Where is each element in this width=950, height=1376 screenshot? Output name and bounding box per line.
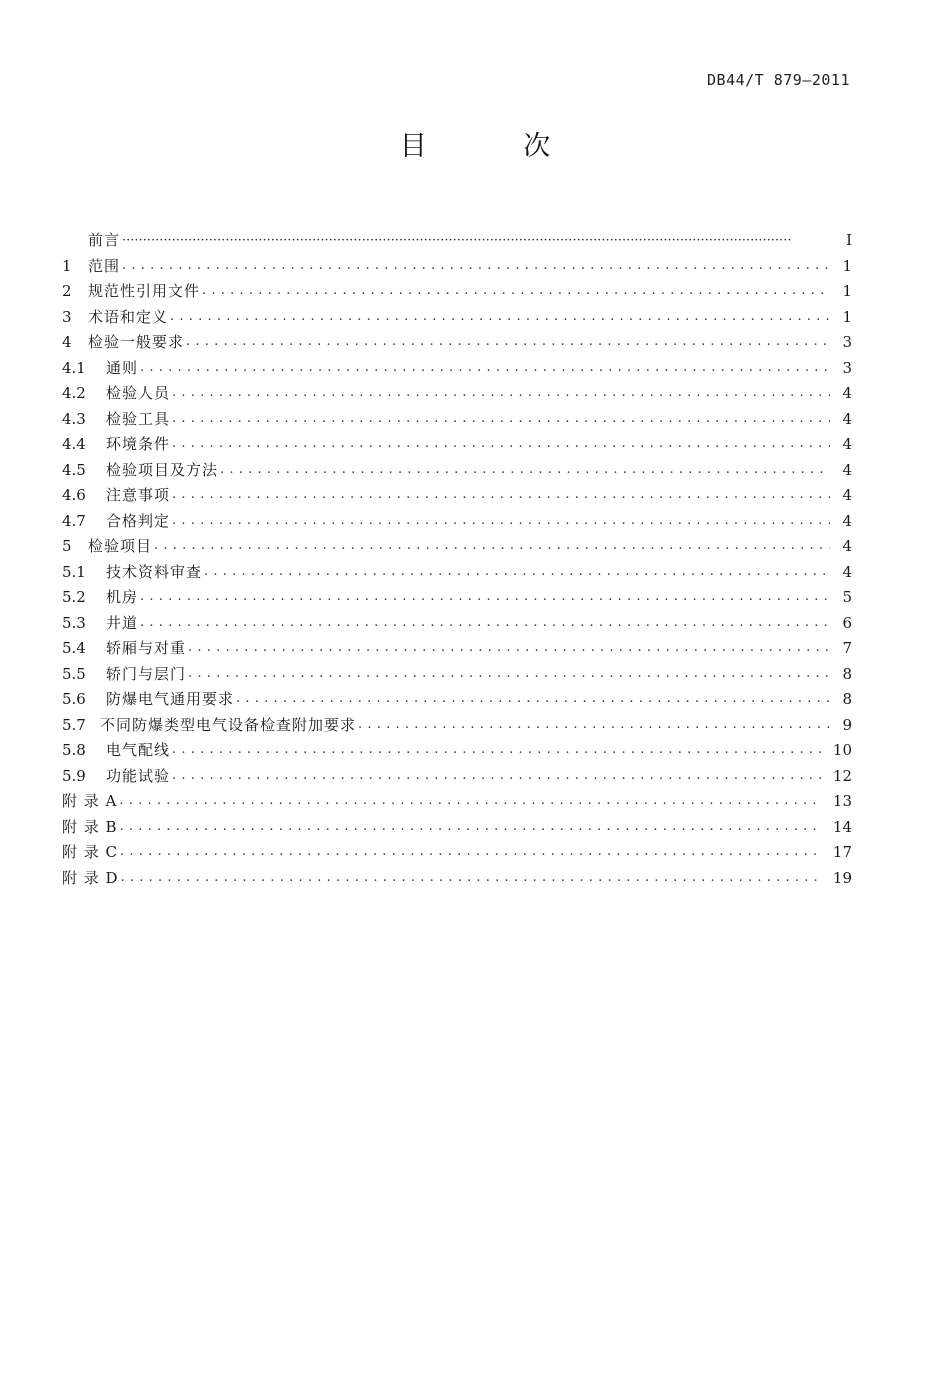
toc-entry-number: 4.1 xyxy=(62,358,86,377)
toc-leader-dots xyxy=(172,514,830,529)
toc-entry-page: 4 xyxy=(842,384,852,403)
toc-entry-4-7[interactable] xyxy=(62,509,852,535)
toc-entry-4[interactable] xyxy=(62,330,852,356)
toc-entry-page: 17 xyxy=(832,843,852,862)
toc-leader-dots xyxy=(140,590,830,605)
toc-entry-label: 检验项目及方法 xyxy=(106,460,219,479)
toc-leader-dots xyxy=(358,718,830,733)
toc-entry-page: 12 xyxy=(832,766,852,785)
toc-entry-number: 5.5 xyxy=(62,664,86,683)
toc-entry-page: 13 xyxy=(832,792,852,811)
toc-entry-number: 1 xyxy=(62,256,72,275)
toc-entry-label: 通则 xyxy=(106,358,139,377)
toc-entry-page: 14 xyxy=(832,817,852,836)
toc-entry-2[interactable] xyxy=(62,279,852,305)
toc-entry-page: 4 xyxy=(842,409,852,428)
toc-entry-4-2[interactable] xyxy=(62,381,852,407)
toc-entry-label: 机房 xyxy=(106,588,139,607)
toc-entry-5-2[interactable] xyxy=(62,585,852,611)
toc-entry-number: 4.5 xyxy=(62,460,86,479)
toc-entry-page: 4 xyxy=(842,537,852,556)
toc-entry-appendix-b[interactable] xyxy=(62,815,852,841)
toc-entry-appendix-d[interactable] xyxy=(62,866,852,892)
toc-leader-dots xyxy=(172,412,830,427)
toc-leader-dots xyxy=(154,539,830,554)
toc-leader-dots xyxy=(122,259,830,274)
toc-leader-dots xyxy=(172,386,830,401)
toc-leader-dots xyxy=(120,820,822,835)
toc-leader-dots xyxy=(140,361,830,376)
toc-entry-4-6[interactable] xyxy=(62,483,852,509)
toc-leader-dots xyxy=(121,871,822,886)
toc-entry-4-3[interactable] xyxy=(62,407,852,433)
toc-entry-label: 检验项目 xyxy=(88,537,153,556)
toc-entry-preface[interactable] xyxy=(62,228,852,254)
toc-entry-number: 5.8 xyxy=(62,741,86,760)
toc-entry-5-7[interactable] xyxy=(62,713,852,739)
toc-entry-label: 轿门与层门 xyxy=(106,664,187,683)
toc-leader-dots xyxy=(236,692,830,707)
page-title: 目 次 xyxy=(399,131,595,162)
toc-entry-page: 5 xyxy=(842,588,852,607)
toc-entry-number: 5.9 xyxy=(62,766,86,785)
toc-entry-label: 防爆电气通用要求 xyxy=(106,690,235,709)
toc-leader-dots xyxy=(204,565,830,580)
toc-entry-page: 4 xyxy=(842,435,852,454)
toc-entry-label: 注意事项 xyxy=(106,486,171,505)
toc-leader-dots xyxy=(172,437,830,452)
toc-leader-dots xyxy=(202,284,830,299)
toc-entry-page: 7 xyxy=(842,639,852,658)
toc-entry-label: 井道 xyxy=(106,613,139,632)
toc-entry-number: 4.3 xyxy=(62,409,86,428)
toc-entry-5-6[interactable] xyxy=(62,687,852,713)
toc-entry-page: 9 xyxy=(842,715,852,734)
toc-entry-5-4[interactable] xyxy=(62,636,852,662)
toc-leader-dots xyxy=(120,845,822,860)
toc-entry-label: 合格判定 xyxy=(106,511,171,530)
toc-entry-label: 检验一般要求 xyxy=(88,333,185,352)
toc-entry-page: 4 xyxy=(842,562,852,581)
toc-entry-4-5[interactable] xyxy=(62,458,852,484)
toc-entry-number: 3 xyxy=(62,307,72,326)
toc-leader-dots xyxy=(170,310,830,325)
toc-entry-3[interactable] xyxy=(62,305,852,331)
toc-entry-number: 5.2 xyxy=(62,588,86,607)
toc-entry-page: 3 xyxy=(842,358,852,377)
toc-entry-5-5[interactable] xyxy=(62,662,852,688)
toc-entry-page: 1 xyxy=(842,256,852,275)
toc-entry-page: 8 xyxy=(842,690,852,709)
toc-entry-1[interactable] xyxy=(62,254,852,280)
toc-entry-number: 4.4 xyxy=(62,435,86,454)
toc-entry-label: 附 录 B xyxy=(62,817,118,836)
toc-entry-number: 5.7 xyxy=(62,715,86,734)
toc-leader-dots xyxy=(122,233,830,248)
toc-entry-label: 不同防爆类型电气设备检查附加要求 xyxy=(100,715,357,734)
toc-entry-label: 附 录 D xyxy=(62,868,119,887)
toc-entry-4-4[interactable] xyxy=(62,432,852,458)
toc-entry-appendix-c[interactable] xyxy=(62,840,852,866)
toc-leader-dots xyxy=(172,488,830,503)
toc-entry-appendix-a[interactable] xyxy=(62,789,852,815)
toc-leader-dots xyxy=(186,335,830,350)
toc-entry-page: 19 xyxy=(832,868,852,887)
toc-leader-dots xyxy=(172,769,825,784)
toc-entry-label: 技术资料审查 xyxy=(106,562,203,581)
toc-entry-number: 5.3 xyxy=(62,613,86,632)
toc-entry-number: 4.7 xyxy=(62,511,86,530)
toc-entry-4-1[interactable] xyxy=(62,356,852,382)
toc-entry-label: 检验人员 xyxy=(106,384,171,403)
toc-entry-label: 附 录 A xyxy=(62,792,118,811)
toc-entry-label: 环境条件 xyxy=(106,435,171,454)
toc-entry-page: 4 xyxy=(842,486,852,505)
toc-entry-page: 4 xyxy=(842,511,852,530)
toc-entry-5-3[interactable] xyxy=(62,611,852,637)
document-code: DB44/T 879—2011 xyxy=(707,71,850,89)
toc-entry-number: 2 xyxy=(62,282,72,301)
toc-entry-number: 5.1 xyxy=(62,562,86,581)
toc-entry-5[interactable] xyxy=(62,534,852,560)
toc-entry-page: 1 xyxy=(842,282,852,301)
toc-entry-5-8[interactable] xyxy=(62,738,852,764)
toc-entry-number: 4.2 xyxy=(62,384,86,403)
toc-leader-dots xyxy=(220,463,830,478)
toc-entry-number: 5 xyxy=(62,537,72,556)
toc-entry-label: 前言 xyxy=(88,231,121,250)
toc-entry-label: 轿厢与对重 xyxy=(106,639,187,658)
toc-entry-number: 5.4 xyxy=(62,639,86,658)
toc-leader-dots xyxy=(188,667,830,682)
toc-leader-dots xyxy=(119,794,822,809)
toc-entry-label: 范围 xyxy=(88,256,121,275)
toc-entry-number: 5.6 xyxy=(62,690,86,709)
toc-entry-page: 6 xyxy=(842,613,852,632)
toc-entry-5-9[interactable] xyxy=(62,764,852,790)
toc-entry-page: 3 xyxy=(842,333,852,352)
toc-entry-page: 4 xyxy=(842,460,852,479)
toc-entry-page: 8 xyxy=(842,664,852,683)
toc-entry-5-1[interactable] xyxy=(62,560,852,586)
table-of-contents xyxy=(62,228,852,891)
toc-entry-number: 4.6 xyxy=(62,486,86,505)
toc-entry-label: 功能试验 xyxy=(106,766,171,785)
toc-leader-dots xyxy=(140,616,830,631)
toc-entry-page: 10 xyxy=(832,741,852,760)
toc-entry-label: 检验工具 xyxy=(106,409,171,428)
toc-entry-page: I xyxy=(846,231,852,250)
toc-leader-dots xyxy=(188,641,830,656)
toc-leader-dots xyxy=(172,743,825,758)
toc-entry-label: 电气配线 xyxy=(106,741,171,760)
toc-entry-page: 1 xyxy=(842,307,852,326)
toc-entry-label: 规范性引用文件 xyxy=(88,282,201,301)
toc-entry-label: 术语和定义 xyxy=(88,307,169,326)
toc-entry-label: 附 录 C xyxy=(62,843,119,862)
toc-entry-number: 4 xyxy=(62,333,72,352)
